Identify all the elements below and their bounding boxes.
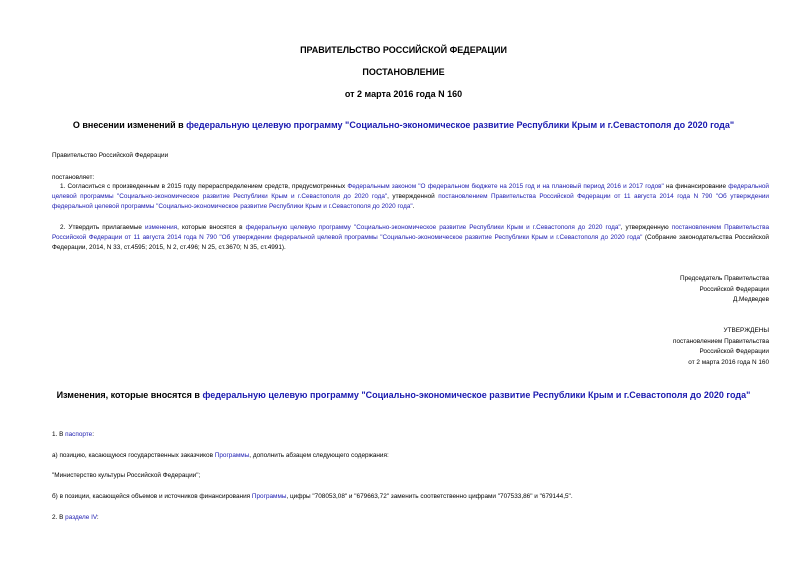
item2-text-d: (Собрание законодательства Российской Федерации, 2014, N 33, ст.4595; 2015, N 2, ст.496; N 25, ст.3670; N 35, ст.4991). bbox=[52, 234, 769, 251]
subitem-b-suffix: , цифры "708053,08" и "679663,72" заменить соответственно цифрами "707533,86" и "679144,5". bbox=[286, 493, 573, 500]
document-type: ПОСТАНОВЛЕНИЕ bbox=[362, 67, 445, 77]
program-link-2[interactable]: федеральную целевую программу "Социально-экономическое развитие Республики Крым и г.Севастополя до 2020 года" bbox=[245, 224, 621, 231]
document-date: от 2 марта 2016 года N 160 bbox=[344, 89, 463, 99]
decides-line: постановляет: bbox=[52, 174, 95, 181]
changes-item-1-suffix: : bbox=[92, 431, 94, 438]
passport-link[interactable]: паспорте bbox=[65, 431, 93, 438]
signature-block bbox=[560, 274, 769, 306]
changes-subitem-a bbox=[52, 451, 389, 461]
changes-item-2 bbox=[52, 513, 99, 523]
item2-text-b: , которые вносятся в bbox=[177, 224, 246, 231]
government-heading: ПРАВИТЕЛЬСТВО РОССИЙСКОЙ ФЕДЕРАЦИИ bbox=[300, 45, 507, 55]
government-subject: Правительство Российской Федерации bbox=[52, 152, 169, 159]
federal-law-link[interactable]: Федеральным законом "О федеральном бюджете на 2015 год и на плановый период 2016 и 2017 годов" bbox=[347, 183, 664, 190]
title-prefix: О внесении изменений в bbox=[72, 120, 187, 130]
changes-item-1-prefix: 1. В bbox=[52, 431, 66, 438]
item1-text-b: на финансирование bbox=[663, 183, 729, 190]
program-link-b[interactable]: Программы bbox=[251, 493, 287, 500]
document-title bbox=[0, 120, 807, 130]
approval-heading: УТВЕРЖДЕНЫ bbox=[723, 327, 769, 334]
program-link-a[interactable]: Программы bbox=[214, 452, 250, 459]
program-link[interactable]: федеральной целевой программы "Социально-экономическое развитие Республики Крым и г.Севастополя до 2020 года" bbox=[52, 183, 769, 200]
changes-program-link[interactable]: федеральную целевую программу "Социально-экономическое развитие Республики Крым и г.Севастополя до 2020 года" bbox=[202, 390, 751, 400]
changes-item-1 bbox=[52, 430, 94, 440]
approval-line-2: постановлением Правительства bbox=[673, 337, 769, 345]
title-program-link[interactable]: федеральную целевую программу "Социально-экономическое развитие Республики Крым и г.Севастополя до 2020 года" bbox=[186, 120, 735, 130]
item1-text-a: 1. Согласиться с произведенным в 2015 году перераспределением средств, предусмотренных bbox=[60, 183, 348, 190]
item2-text-a: 2. Утвердить прилагаемые bbox=[60, 224, 146, 231]
signature-name: Д.Медведев bbox=[732, 296, 769, 303]
resolution-790-link-2[interactable]: постановлением Правительства Российской Федерации от 11 августа 2014 года N 790 "Об утверждении федеральной целевой программы "Социально-экономическое развитие Республики Крым и г.Севастополя до 2020 года" bbox=[52, 224, 769, 241]
quoted-text: "Министерство культуры Российской Федерации"; bbox=[52, 472, 201, 479]
changes-title bbox=[0, 390, 807, 400]
section-iv-link[interactable]: разделе IV bbox=[65, 514, 97, 521]
signature-country: Российской Федерации bbox=[699, 285, 769, 293]
approval-date: от 2 марта 2016 года N 160 bbox=[688, 358, 769, 366]
changes-item-2-prefix: 2. В bbox=[52, 514, 66, 521]
changes-title-prefix: Изменения, которые вносятся в bbox=[56, 390, 203, 400]
resolution-790-link[interactable]: постановлением Правительства Российской Федерации от 11 августа 2014 года N 790 "Об утверждении федеральной целевой программы "Социально-экономическое развитие Республики Крым и г.Севастополя до 2020 года" bbox=[52, 193, 769, 210]
subitem-b-prefix: б) в позиции, касающейся объемов и источников финансирования bbox=[52, 493, 252, 500]
item1-text-c: , утвержденной bbox=[387, 193, 439, 200]
item2-text-c: , утвержденную bbox=[620, 224, 672, 231]
changes-subitem-b bbox=[52, 492, 573, 502]
changes-link[interactable]: изменения bbox=[145, 224, 178, 231]
changes-item-2-suffix: : bbox=[96, 514, 99, 521]
subitem-a-suffix: , дополнить абзацем следующего содержания: bbox=[249, 452, 389, 459]
paragraph-item-1 bbox=[52, 182, 769, 212]
paragraph-item-2 bbox=[52, 223, 769, 253]
item1-text-d: . bbox=[412, 203, 415, 210]
signature-position: Председатель Правительства bbox=[680, 275, 769, 282]
subitem-a-prefix: а) позицию, касающуюся государственных заказчиков bbox=[52, 452, 215, 459]
approval-block bbox=[560, 326, 769, 368]
approval-line-3: Российской Федерации bbox=[699, 348, 769, 355]
